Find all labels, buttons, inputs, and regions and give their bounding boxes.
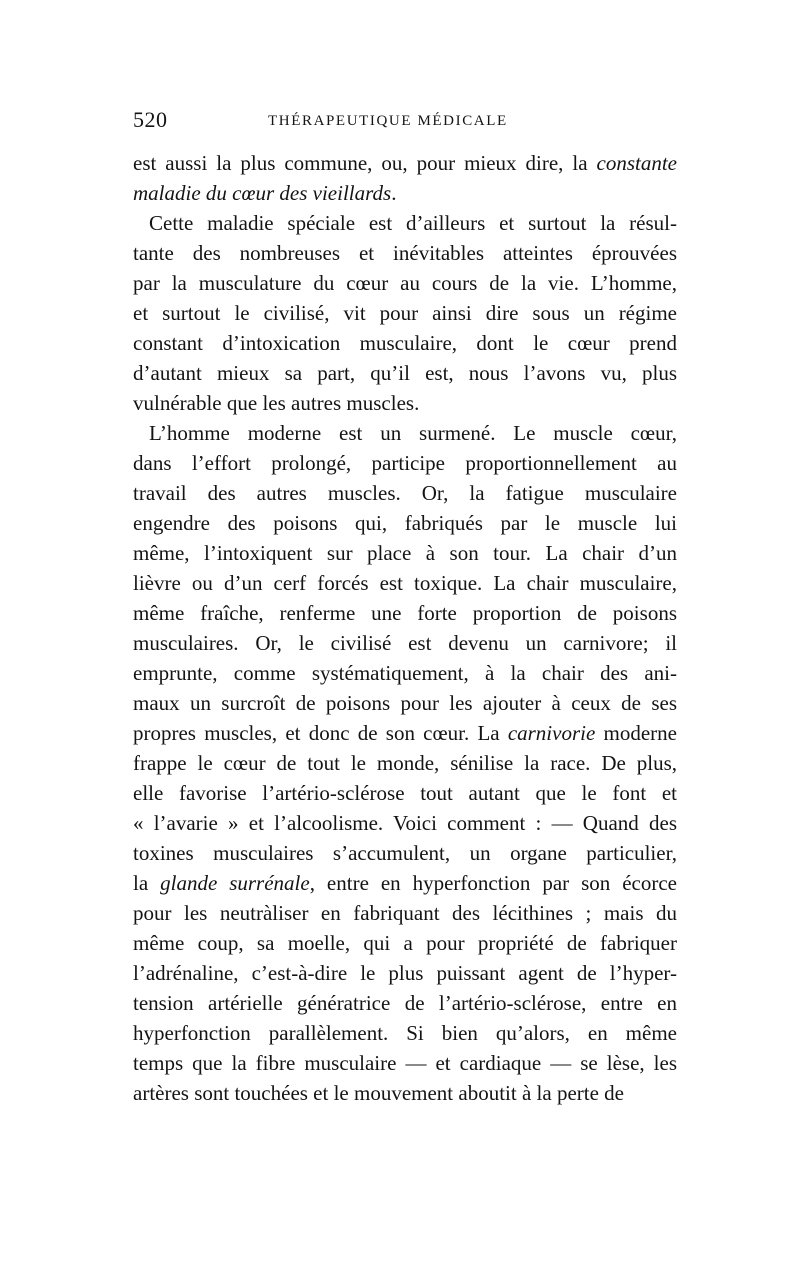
text-line: [133, 358, 677, 388]
text-run: elle favorise l’artério-sclérose tout autant que le font et: [133, 781, 677, 805]
text-line: [133, 598, 677, 628]
text-line: [133, 988, 677, 1018]
text-run: moderne: [595, 721, 677, 745]
text-run: emprunte, comme systématiquement, à la chair des ani-: [133, 661, 677, 685]
text-run: d’autant mieux sa part, qu’il est, nous l’avons vu, plus: [133, 361, 677, 385]
text-line: [133, 778, 677, 808]
text-run: .: [391, 181, 397, 205]
text-run: frappe le cœur de tout le monde, sénilise la race. De plus,: [133, 751, 677, 775]
text-run: pour les neutràliser en fabriquant des lécithines ; mais du: [133, 901, 677, 925]
text-run: est aussi la plus commune, ou, pour mieux dire, la: [133, 151, 597, 175]
text-line: [133, 1018, 677, 1048]
text-run: hyperfonction parallèlement. Si bien qu’alors, en même: [133, 1021, 677, 1045]
text-run: musculaires. Or, le civilisé est devenu un carnivore; il: [133, 631, 677, 655]
text-line: [133, 1048, 677, 1078]
text-run: engendre des poisons qui, fabriqués par le muscle lui: [133, 511, 677, 535]
text-run: L’homme moderne est un surmené. Le muscle cœur,: [149, 421, 677, 445]
text-line: [133, 508, 677, 538]
text-line: [133, 898, 677, 928]
text-line: [133, 238, 677, 268]
running-title: THÉRAPEUTIQUE MÉDICALE: [268, 113, 508, 129]
text-run: même coup, sa moelle, qui a pour propriété de fabriquer: [133, 931, 677, 955]
italic-text: glande surrénale: [160, 871, 310, 895]
text-line: [133, 838, 677, 868]
italic-text: maladie du cœur des vieillards: [133, 181, 392, 205]
text-line: [133, 388, 677, 418]
text-run: dans l’effort prolongé, participe proportionnellement au: [133, 451, 677, 475]
text-run: même fraîche, renferme une forte proportion de poisons: [133, 601, 677, 625]
page-number: 520: [133, 107, 168, 132]
text-run: « l’avarie » et l’alcoolisme. Voici comment : — Quand des: [133, 811, 677, 835]
text-line: [133, 628, 677, 658]
italic-text: constante: [596, 151, 677, 175]
text-run: artères sont touchées et le mouvement aboutit à la perte de: [133, 1081, 624, 1105]
text-run: constant d’intoxication musculaire, dont le cœur prend: [133, 331, 677, 355]
text-line: [133, 268, 677, 298]
text-run: propres muscles, et donc de son cœur. La: [133, 721, 508, 745]
text-run: temps que la fibre musculaire — et cardiaque — se lèse, les: [133, 1051, 677, 1075]
text-line: [133, 208, 677, 238]
text-run: , entre en hyperfonction par son écorce: [309, 871, 677, 895]
text-line: [133, 538, 677, 568]
text-run: et surtout le civilisé, vit pour ainsi dire sous un régime: [133, 301, 677, 325]
text-line: [133, 1078, 677, 1108]
text-run: vulnérable que les autres muscles.: [133, 391, 420, 415]
text-run: travail des autres muscles. Or, la fatigue musculaire: [133, 481, 677, 505]
text-run: maux un surcroît de poisons pour les ajouter à ceux de ses: [133, 691, 677, 715]
text-line: [133, 718, 677, 748]
text-line: [133, 418, 677, 448]
text-run: tante des nombreuses et inévitables atteintes éprouvées: [133, 241, 677, 265]
text-line: [133, 298, 677, 328]
text-line: [133, 958, 677, 988]
text-line: [133, 328, 677, 358]
text-line: [133, 478, 677, 508]
text-run: même, l’intoxiquent sur place à son tour. La chair d’un: [133, 541, 677, 565]
text-line: [133, 148, 677, 178]
text-line: [133, 688, 677, 718]
text-run: par la musculature du cœur au cours de la vie. L’homme,: [133, 271, 677, 295]
text-line: [133, 748, 677, 778]
text-line: [133, 868, 677, 898]
text-run: toxines musculaires s’accumulent, un organe particulier,: [133, 841, 677, 865]
text-line: [133, 808, 677, 838]
text-run: la: [133, 871, 161, 895]
text-line: [133, 658, 677, 688]
text-line: [133, 568, 677, 598]
text-run: tension artérielle génératrice de l’artério-sclérose, entre en: [133, 991, 677, 1015]
text-line: [133, 178, 677, 208]
text-run: Cette maladie spéciale est d’ailleurs et surtout la résul-: [149, 211, 677, 235]
text-line: [133, 448, 677, 478]
text-run: l’adrénaline, c’est-à-dire le plus puissant agent de l’hyper-: [133, 961, 677, 985]
body-text: [133, 148, 677, 1108]
text-line: [133, 928, 677, 958]
italic-text: carnivorie: [507, 721, 596, 745]
text-run: lièvre ou d’un cerf forcés est toxique. La chair musculaire,: [133, 571, 677, 595]
